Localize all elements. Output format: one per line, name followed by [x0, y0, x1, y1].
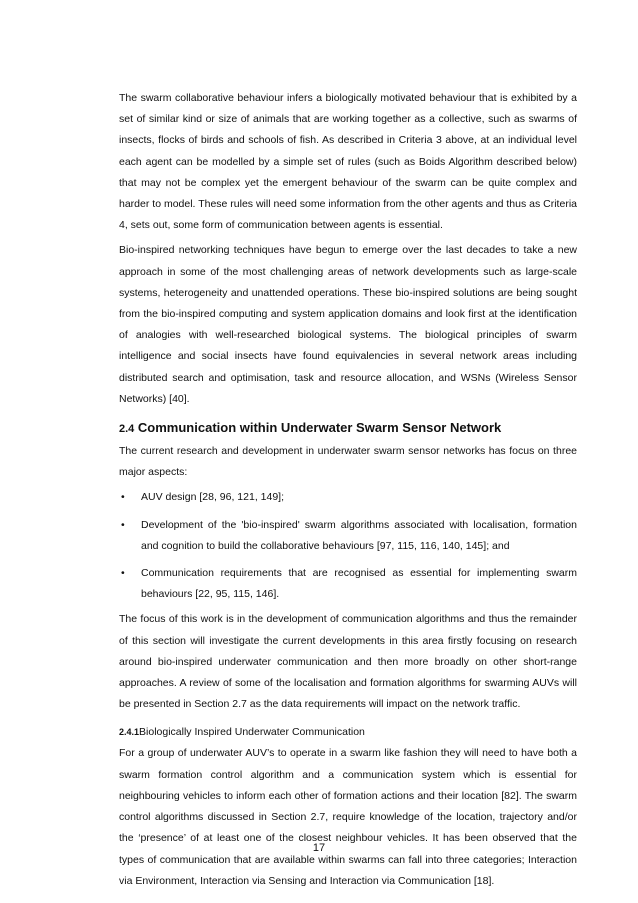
section-title: Communication within Underwater Swarm Sensor Network	[137, 420, 502, 436]
aspects-list	[119, 487, 577, 605]
list-item-text: Development of the 'bio-inspired' swarm algorithms associated with localisation, formation and cognition to build the collaborative behaviours [97, 115, 116, 140, 145]; and	[141, 518, 577, 552]
list-item	[119, 515, 577, 557]
list-item	[119, 563, 577, 605]
paragraph-work-focus: The focus of this work is in the development of communication algorithms and thus the remainder of this section will investigate the current developments in this area firstly focusing on research around bio-inspired underwater communication and then more broadly on other short-range approaches. A review of some of the localisation and formation algorithms for swarming AUVs will be presented in Section 2.7 as the data requirements will impact on the network traffic.	[119, 613, 577, 711]
subsection-title: Biologically Inspired Underwater Communication	[139, 726, 365, 739]
page-number: 17	[312, 842, 326, 854]
section-heading	[119, 417, 577, 440]
bullet-icon: •	[121, 567, 125, 580]
paragraph-underwater-swarm: For a group of underwater AUV’s to operate in a swarm like fashion they will need to have both a swarm formation control algorithm and a communication system which is essential for neighbouring vehicles to inform each other of formation actions and their location [82]. The swarm control algorithms discussed in Section 2.7, require knowledge of the location, trajectory and/or the ‘presence’ of at least one of the closest neighbour vehicles. It has been observed that the types of communication that are available within swarms can fall into three categories; Interaction via Environment, Interaction via Sensing and Interaction via Communication [18].	[119, 747, 577, 887]
paragraph-bio-inspired-networking: Bio-inspired networking techniques have begun to emerge over the last decades to take a new approach in some of the most challenging areas of network developments such as large-scale systems, heterogeneity and unattended operations. These bio-inspired solutions are being sought from the bio-inspired computing and system application domains and look first at the identification of analogies with well-researched biological systems. The biological principles of swarm intelligence and social insects have found equivalencies in several network areas including distributed search and optimisation, task and resource allocation, and WSNs (Wireless Sensor Networks) [40].	[119, 244, 577, 405]
list-item	[119, 487, 577, 508]
paragraph-research-aspects: The current research and development in underwater swarm sensor networks has focus on three major aspects:	[119, 445, 577, 479]
bullet-icon: •	[121, 518, 125, 531]
subsection-heading	[119, 721, 577, 743]
subsection-number: 2.4.1	[119, 727, 140, 738]
paragraph-swarm-behaviour: The swarm collaborative behaviour infers a biologically motivated behaviour that is exhibited by a set of similar kind or size of animals that are working together as a collective, such as swarms of insects, flocks of birds and schools of fish. As described in Criteria 3 above, at an individual level each agent can be modelled by a simple set of rules (such as Boids Algorithm described below) that may not be complex yet the emergent behaviour of the swarm can be quite complex and harder to model. These rules will need some information from the other agents and thus as Criteria 4, sets out, some form of communication between agents is essential.	[119, 92, 577, 232]
list-item-text: Communication requirements that are recognised as essential for implementing swarm behaviours [22, 95, 115, 146].	[141, 567, 577, 601]
section-number: 2.4	[119, 423, 135, 436]
bullet-icon: •	[121, 491, 125, 504]
list-item-text: AUV design [28, 96, 121, 149];	[141, 491, 285, 504]
page-content	[119, 88, 577, 892]
